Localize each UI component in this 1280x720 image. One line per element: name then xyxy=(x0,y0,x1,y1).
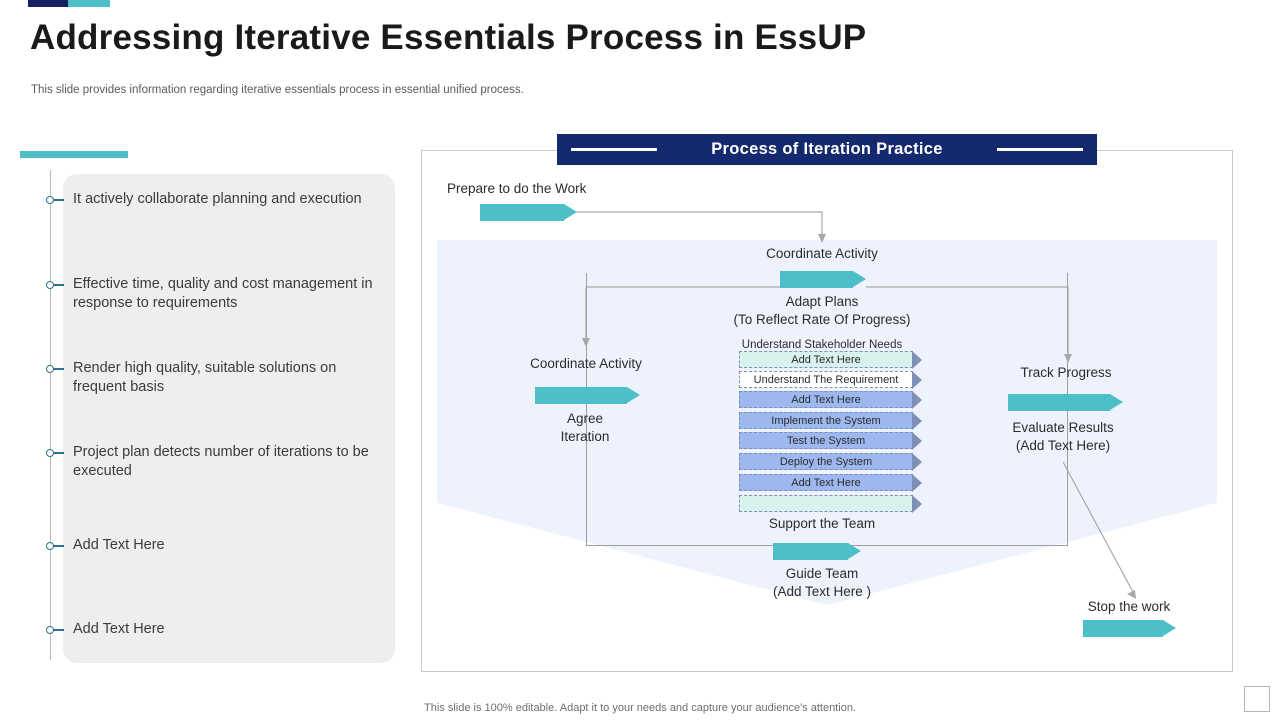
list-item-label: Project plan detects number of iterations to be executed xyxy=(73,444,369,479)
list-item-label: Effective time, quality and cost management in response to requirements xyxy=(73,276,373,311)
banner-tick-right xyxy=(997,148,1083,151)
label-track-progress: Track Progress xyxy=(1020,365,1112,380)
label-prepare-work: Prepare to do the Work xyxy=(447,181,587,196)
label-adapt-plans-note: (To Reflect Rate Of Progress) xyxy=(733,312,911,327)
list-item xyxy=(46,275,386,313)
left-bullets-card xyxy=(63,174,395,663)
label-guide-team: Guide Team xyxy=(785,566,859,581)
chevron-step-6[interactable]: Deploy the System xyxy=(739,453,913,470)
label-agree-iteration-2: Iteration xyxy=(560,429,610,444)
label-evaluate-results-note: (Add Text Here) xyxy=(1015,438,1111,453)
chevron-step-3[interactable]: Add Text Here xyxy=(739,391,913,408)
label-guide-team-note: (Add Text Here ) xyxy=(772,584,872,599)
arrow-agree-iteration xyxy=(535,387,627,404)
arrow-track-progress xyxy=(1008,394,1110,411)
list-item xyxy=(46,190,386,209)
label-evaluate-results: Evaluate Results xyxy=(1012,420,1114,435)
label-agree-iteration: Agree xyxy=(566,411,604,426)
bullet-point-icon xyxy=(46,363,64,375)
chevron-step-2[interactable]: Understand The Requirement xyxy=(739,371,913,388)
list-item-label: Add Text Here xyxy=(73,537,165,553)
arrow-guide-team xyxy=(773,543,848,560)
footer-note: This slide is 100% editable. Adapt it to your needs and capture your audience's attention. xyxy=(424,702,856,714)
arrow-coordinate-activity-top xyxy=(780,271,853,288)
banner-title: Process of Iteration Practice xyxy=(711,140,943,158)
chevron-step-4[interactable]: Implement the System xyxy=(739,412,913,429)
label-adapt-plans: Adapt Plans xyxy=(785,294,859,309)
chevron-step-7[interactable]: Add Text Here xyxy=(739,474,913,491)
label-coordinate-activity-left: Coordinate Activity xyxy=(530,356,642,371)
list-item xyxy=(46,359,386,397)
diagram-banner xyxy=(557,134,1097,165)
top-accent-teal xyxy=(68,0,110,7)
list-item-label: It actively collaborate planning and execution xyxy=(73,191,362,207)
list-item xyxy=(46,536,386,555)
list-item-label: Render high quality, suitable solutions on frequent basis xyxy=(73,360,337,395)
banner-tick-left xyxy=(571,148,657,151)
corner-placeholder-box xyxy=(1244,686,1270,712)
chevron-step-5[interactable]: Test the System xyxy=(739,432,913,449)
label-coordinate-activity-top: Coordinate Activity xyxy=(766,246,878,261)
left-accent-bar xyxy=(20,151,128,158)
bullet-point-icon xyxy=(46,194,64,206)
page-subtitle: This slide provides information regarding iterative essentials process in essential unified process. xyxy=(31,84,524,96)
bullet-point-icon xyxy=(46,279,64,291)
left-vertical-rule xyxy=(50,170,51,660)
label-understand-stakeholder-needs: Understand Stakeholder Needs xyxy=(741,339,903,351)
bullet-point-icon xyxy=(46,540,64,552)
list-item xyxy=(46,620,386,639)
chevron-step-1[interactable]: Add Text Here xyxy=(739,351,913,368)
label-stop-work: Stop the work xyxy=(1087,599,1171,614)
bullet-point-icon xyxy=(46,624,64,636)
top-accent-navy xyxy=(28,0,68,7)
list-item xyxy=(46,443,386,481)
arrow-prepare-work xyxy=(480,204,564,221)
bullet-point-icon xyxy=(46,447,64,459)
page-title: Addressing Iterative Essentials Process in EssUP xyxy=(30,18,867,57)
arrow-stop-work xyxy=(1083,620,1163,637)
label-support-team: Support the Team xyxy=(768,516,876,531)
list-item-label: Add Text Here xyxy=(73,621,165,637)
chevron-step-8[interactable] xyxy=(739,495,913,512)
